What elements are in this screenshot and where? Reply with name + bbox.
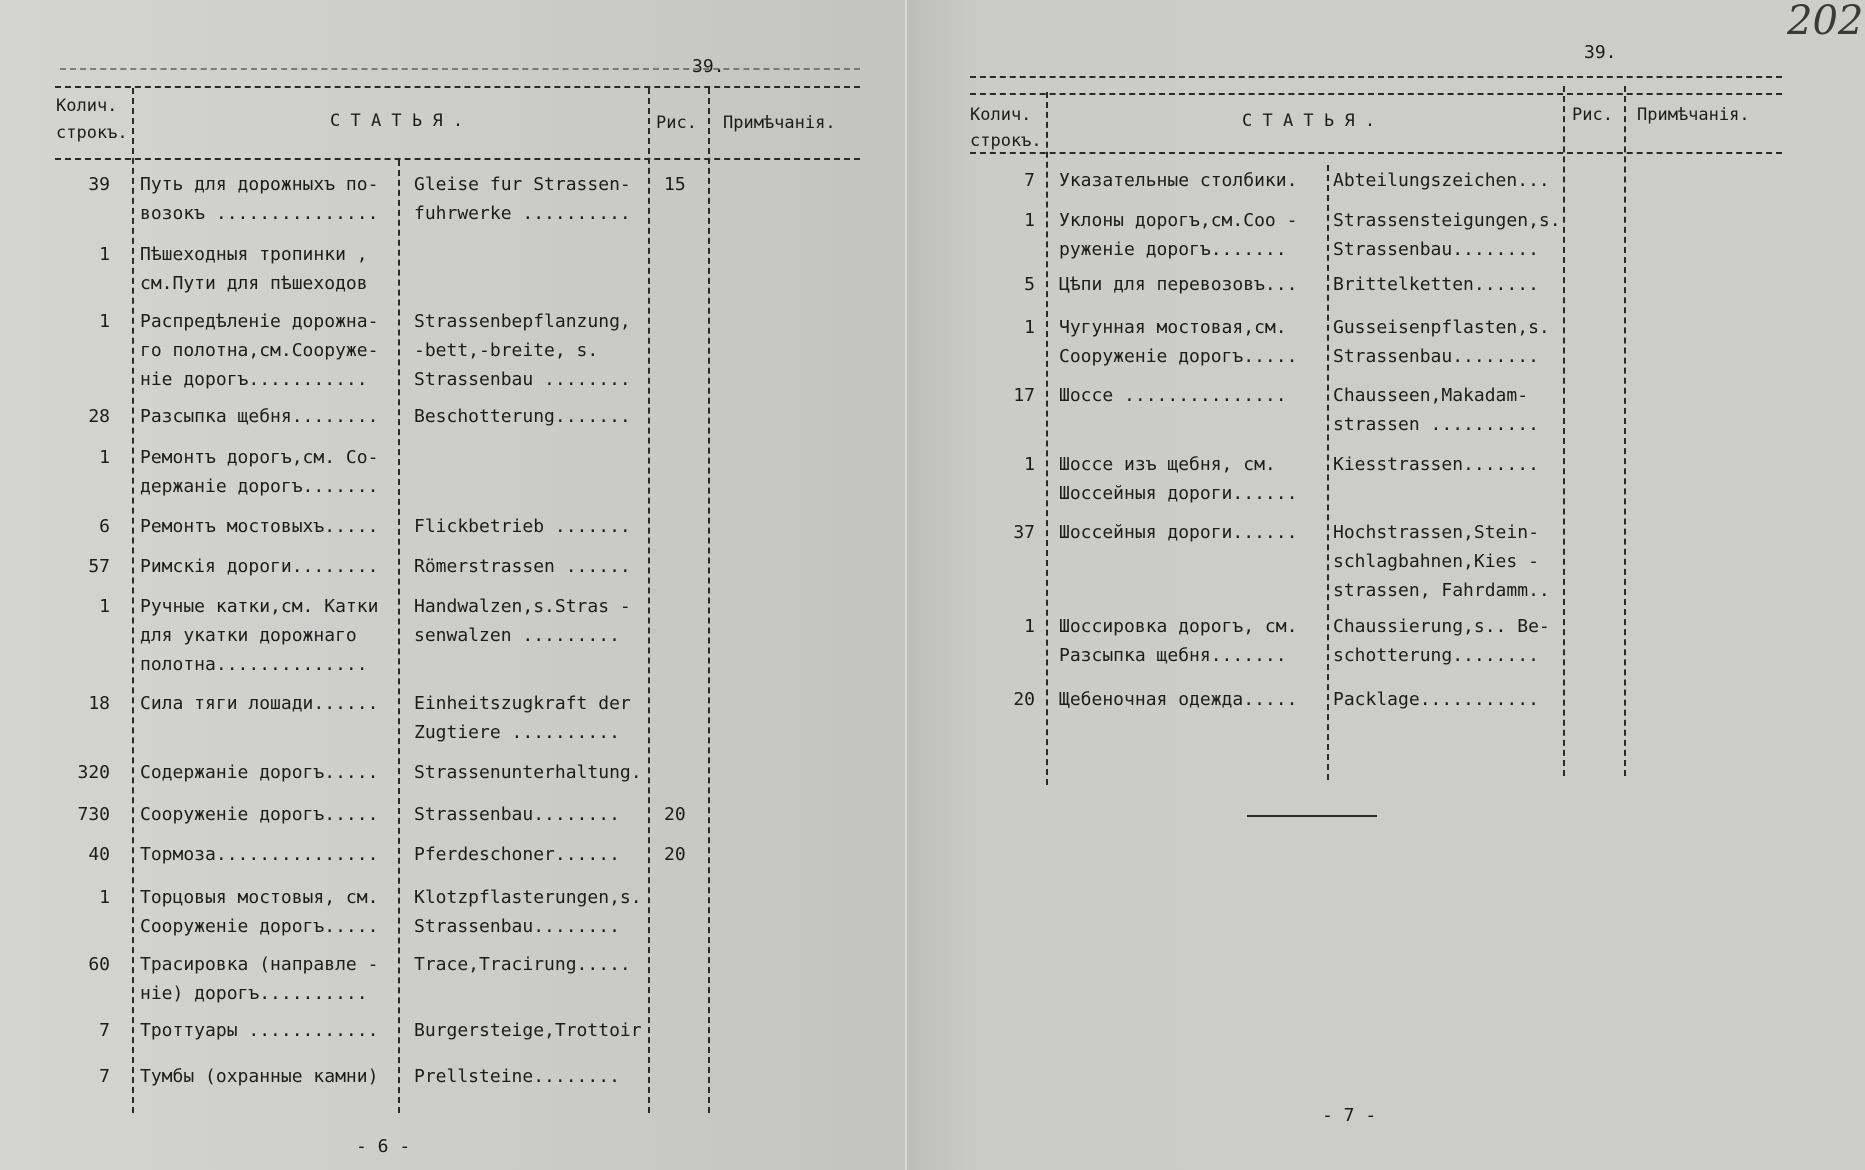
row-article-ru: Сила тяги лошади...... <box>140 693 379 714</box>
row-article-ru: Тормоза............... <box>140 844 379 865</box>
row-article-ru: Трасировка (направле - <box>140 954 379 975</box>
left-col-rule-ru <box>398 160 400 1113</box>
row-article-ru: см.Пути для пѣшеходов <box>140 273 368 294</box>
row-article-de: Flickbetrieb ....... <box>414 516 631 537</box>
row-article-ru: полотна.............. <box>140 654 368 675</box>
handwritten-folio-number: 202 <box>1787 0 1864 44</box>
right-header-top-rule <box>970 76 1782 78</box>
row-article-ru: Указательные столбики. <box>1059 170 1298 191</box>
row-article-de: strassen .......... <box>1333 414 1539 435</box>
row-article-de: Strassenbau........ <box>414 916 620 937</box>
row-count: 18 <box>88 693 110 714</box>
left-page <box>0 0 905 1170</box>
left-header-bottom-rule <box>55 158 860 160</box>
row-count: 17 <box>1013 385 1035 406</box>
row-article-de: Gleise fur Strassen- <box>414 174 631 195</box>
row-count: 1 <box>99 311 110 332</box>
row-article-ru: Путь для дорожныхъ по- <box>140 174 379 195</box>
right-header-bottom-rule <box>970 152 1782 154</box>
row-article-de: senwalzen ......... <box>414 625 620 646</box>
row-article-de: Strassenbau........ <box>1333 239 1539 260</box>
right-header-count-2: строкъ. <box>970 131 1042 151</box>
row-article-de: strassen, Fahrdamm.. <box>1333 580 1550 601</box>
row-article-ru: для укатки дорожнаго <box>140 625 357 646</box>
row-article-ru: Цѣпи для перевозовъ... <box>1059 274 1298 295</box>
right-col-rule-fig <box>1624 86 1626 776</box>
right-col-rule-ru <box>1327 165 1329 780</box>
left-col-rule-count <box>132 88 134 1113</box>
row-count: 5 <box>1024 274 1035 295</box>
right-page <box>907 0 1865 1170</box>
row-article-ru: Уклоны дорогъ,см.Соо - <box>1059 210 1298 231</box>
right-header-count-1: Колич. <box>970 105 1032 125</box>
row-count: 730 <box>77 804 110 825</box>
row-article-de: Römerstrassen ...... <box>414 556 631 577</box>
row-count: 7 <box>99 1020 110 1041</box>
row-article-de: Gusseisenpflasten,s. <box>1333 317 1550 338</box>
row-article-de: Handwalzen,s.Stras - <box>414 596 631 617</box>
row-article-de: Strassenbepflanzung, <box>414 311 631 332</box>
row-count: 1 <box>99 596 110 617</box>
left-header-fig: Рис. <box>656 113 697 133</box>
row-article-de: Klotzpflasterungen,s. <box>414 887 642 908</box>
row-article-ru: руженіе дорогъ....... <box>1059 239 1287 260</box>
row-article-de: -bett,-breite, s. <box>414 340 599 361</box>
row-article-de: Packlage........... <box>1333 689 1539 710</box>
right-page-footer: - 7 - <box>1322 1105 1377 1126</box>
row-count: 1 <box>1024 210 1035 231</box>
row-article-ru: Сооруженіе дорогъ..... <box>1059 346 1298 367</box>
right-col-rule-de <box>1563 86 1565 776</box>
row-article-de: Burgersteige,Trottoir <box>414 1020 642 1041</box>
row-count: 7 <box>99 1066 110 1087</box>
row-count: 1 <box>99 244 110 265</box>
row-article-de: Hochstrassen,Stein- <box>1333 522 1539 543</box>
row-article-ru: Распредѣленіе дорожна- <box>140 311 379 332</box>
row-article-ru: ніе) дорогъ.......... <box>140 983 368 1004</box>
right-col-rule-count <box>1046 92 1048 785</box>
row-article-ru: Шоссе изъ щебня, см. <box>1059 454 1276 475</box>
row-article-de: Strassenunterhaltung. <box>414 762 642 783</box>
row-count: 28 <box>88 406 110 427</box>
row-article-ru: Шоссе ............... <box>1059 385 1287 406</box>
row-article-de: Kiesstrassen....... <box>1333 454 1539 475</box>
left-col-rule-fig <box>708 88 710 1113</box>
row-article-ru: Разсыпка щебня....... <box>1059 645 1287 666</box>
row-figure-number: 20 <box>664 844 686 865</box>
row-article-ru: Пѣшеходныя тропинки , <box>140 244 368 265</box>
row-article-ru: Содержаніе дорогъ..... <box>140 762 379 783</box>
row-count: 20 <box>1013 689 1035 710</box>
row-article-ru: Чугунная мостовая,см. <box>1059 317 1287 338</box>
row-count: 6 <box>99 516 110 537</box>
row-count: 60 <box>88 954 110 975</box>
right-header-top-rule-2 <box>970 93 1782 95</box>
row-article-ru: возокъ ............... <box>140 203 379 224</box>
row-count: 320 <box>77 762 110 783</box>
right-end-rule <box>1247 815 1377 817</box>
row-article-de: Einheitszugkraft der <box>414 693 631 714</box>
row-article-de: Pferdeschoner...... <box>414 844 620 865</box>
row-count: 1 <box>1024 454 1035 475</box>
row-article-ru: ніе дорогъ........... <box>140 369 368 390</box>
row-article-de: Chaussierung,s.. Be- <box>1333 616 1550 637</box>
row-article-ru: Римскія дороги........ <box>140 556 379 577</box>
row-article-ru: Шоссейныя дороги...... <box>1059 483 1298 504</box>
row-count: 37 <box>1013 522 1035 543</box>
row-count: 1 <box>99 447 110 468</box>
row-count: 39 <box>88 174 110 195</box>
row-article-ru: Сооруженіе дорогъ..... <box>140 916 379 937</box>
row-article-ru: Шоссировка дорогъ, см. <box>1059 616 1298 637</box>
row-article-ru: Ручные катки,см. Катки <box>140 596 379 617</box>
row-article-de: Strassenbau ........ <box>414 369 631 390</box>
left-header-count-1: Колич. <box>56 96 118 116</box>
row-article-de: Brittelketten...... <box>1333 274 1539 295</box>
row-article-de: Strassenbau........ <box>1333 346 1539 367</box>
row-article-de: fuhrwerke .......... <box>414 203 631 224</box>
left-top-faint-rule <box>60 68 860 70</box>
right-header-notes: Примѣчанія. <box>1637 105 1750 125</box>
row-article-ru: Сооруженіе дорогъ..... <box>140 804 379 825</box>
row-count: 7 <box>1024 170 1035 191</box>
row-article-ru: Ремонтъ мостовыхъ..... <box>140 516 379 537</box>
row-article-ru: го полотна,см.Сооруже- <box>140 340 379 361</box>
row-article-de: Abteilungszeichen... <box>1333 170 1550 191</box>
row-count: 1 <box>1024 616 1035 637</box>
row-article-de: schotterung........ <box>1333 645 1539 666</box>
row-article-ru: Тумбы (охранные камни) <box>140 1066 379 1087</box>
left-header-articles: С Т А Т Ь Я . <box>330 111 464 131</box>
right-header-articles: С Т А Т Ь Я . <box>1242 111 1376 131</box>
row-article-de: schlagbahnen,Kies - <box>1333 551 1539 572</box>
row-count: 1 <box>1024 317 1035 338</box>
right-page-header-number: 39. <box>1584 42 1617 63</box>
row-figure-number: 15 <box>664 174 686 195</box>
row-article-de: Strassensteigungen,s. <box>1333 210 1561 231</box>
row-article-ru: Щебеночная одежда..... <box>1059 689 1298 710</box>
right-header-fig: Рис. <box>1572 105 1613 125</box>
row-article-ru: Шоссейныя дороги...... <box>1059 522 1298 543</box>
left-header-top-rule <box>55 86 860 88</box>
left-page-footer: - 6 - <box>356 1136 411 1157</box>
row-article-ru: Торцовыя мостовыя, см. <box>140 887 379 908</box>
row-article-de: Trace,Tracirung..... <box>414 954 631 975</box>
left-page-header-number: 39. <box>692 56 725 77</box>
row-article-de: Strassenbau........ <box>414 804 620 825</box>
row-article-ru: Троттуары ............ <box>140 1020 379 1041</box>
row-figure-number: 20 <box>664 804 686 825</box>
row-article-de: Beschotterung....... <box>414 406 631 427</box>
row-article-de: Zugtiere .......... <box>414 722 620 743</box>
row-article-ru: держаніе дорогъ....... <box>140 476 379 497</box>
left-col-rule-de <box>648 88 650 1113</box>
row-count: 57 <box>88 556 110 577</box>
row-article-ru: Разсыпка щебня........ <box>140 406 379 427</box>
row-count: 40 <box>88 844 110 865</box>
row-article-de: Chausseen,Makadam- <box>1333 385 1529 406</box>
row-article-ru: Ремонтъ дорогъ,см. Со- <box>140 447 379 468</box>
row-count: 1 <box>99 887 110 908</box>
left-header-notes: Примѣчанія. <box>723 113 836 133</box>
left-header-count-2: строкъ. <box>56 123 128 143</box>
row-article-de: Prellsteine........ <box>414 1066 620 1087</box>
